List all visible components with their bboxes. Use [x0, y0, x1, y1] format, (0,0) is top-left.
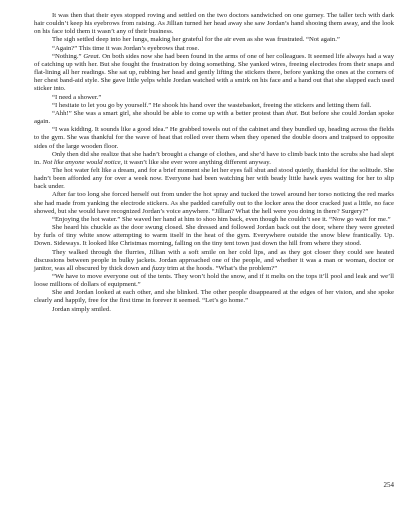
paragraph-12: “Enjoying the hot water.” She waved her hand at him to shoo him back, even though he couldn’t see it. “Now go wait for me.”	[52, 215, 391, 223]
paragraph-15: “We have to move everyone out of the tents. They won’t hold the snow, and if it melts on the tops it’ll pool and leak and we’ll loose millions of dollars of equipment.”	[34, 273, 394, 289]
paragraph-1: It was then that their eyes stopped roving and settled on the two doctors sandwiched on one gurney. The taller tech with dark hair couldn’t keep his eyebrows from raising. As Jillian turned her head away she saw Jordan’s hand shooing them away, and the look on his face told them it wasn’t any of their business.	[34, 12, 394, 36]
paragraph-7: “Ahh!” She was a smart girl, she should be able to come up with a better protest than that. But before she could Jordan spoke again.	[34, 109, 394, 126]
paragraph-11: After far too long she forced herself out from under the hot spray and tucked the towel around her torso noticing the red marks she had made from yanking the electrode stickers. As she padded carefully out to the locker area the door cracked just a little, no face showed, but she would have recognized Jordan’s voice anywhere. “Jillian? What the hell were you doing in there? Surgery?”	[34, 191, 394, 215]
paragraph-4: “Nothing.” Great. On both sides now she had been found in the arms of one of her colleagues. It seemed life always had a way of catching up with her. But she fought the frustration by doing something. She yanked wires, freeing electrodes from their snaps and flat-lining all her readings. She sat up, rubbing her head and gently lifting the stickers there, before yanking the ones at the corners of her chest band-aid style. She gave little yelps while Jordan watched with a smirk on his face and a hand out that she slapped each used sticker into.	[34, 52, 394, 93]
paragraph-5: “I need a shower.”	[52, 93, 102, 101]
paragraph-17: Jordan simply smiled.	[52, 305, 111, 313]
paragraph-8: “I was kidding. It sounds like a good idea.” He grabbed towels out of the cabinet and they bundled up, heading across the fields to the gym. She was thankful for the wave of heat that rolled over them when they opened the double doors and traipsed to opposite sides of the large wooden floor.	[34, 126, 394, 150]
paragraph-13: She heard his chuckle as the door swung closed. She dressed and followed Jordan back out the door, where they were greeted by furls of tiny white snow attempting to warm itself in the heat of the gym. Everywhere outside the snow blew frantically. Up. Down. Sideways. It looked like Christmas morning, falling on the tiny tent town just down the hill from where they stood.	[34, 224, 394, 248]
paragraph-6: “I hesitate to let you go by yourself.” He shook his hand over the wastebasket, freeing the stickers and letting them fall.	[52, 101, 372, 109]
paragraph-14: They walked through the flurries, Jillian with a soft smile on her cold lips, and as they got closer they could see heated discussions between people in bulky jackets. Jordan approached one of the people, and whether it was a man or woman, doctor or janitor, was all obscured by thick down and fuzzy trim at the hoods. “What’s the problem?”	[34, 248, 394, 272]
paragraph-9: Only then did she realize that she hadn’t brought a change of clothes, and she’d have to climb back into the scrubs she had slept in. Not like anyone would notice, it wasn’t like she ever wore anything different anyway.	[34, 150, 394, 166]
paragraph-10: The hot water felt like a dream, and for a brief moment she let her eyes fall shut and stood quietly, thankful for the solitude. She hadn’t been afforded any for over a week now. Everyone had been watching her with beady little hawk eyes waiting for her to slip back under.	[34, 166, 395, 191]
paragraph-2: The sigh settled deep into her lungs, making her grateful for the air even as she was frustrated. “Not again.”	[52, 36, 340, 44]
paragraph-16: She and Jordan looked at each other, and she blinked. The other people disappeared at the edges of her vision, and she spoke clearly and happily, free for the first time in forever it seemed. “Let’s go home.”	[34, 289, 394, 305]
paragraph-3: “Again?” This time it was Jordan’s eyebrows that rose.	[52, 44, 200, 52]
page-number: 254	[383, 481, 394, 489]
